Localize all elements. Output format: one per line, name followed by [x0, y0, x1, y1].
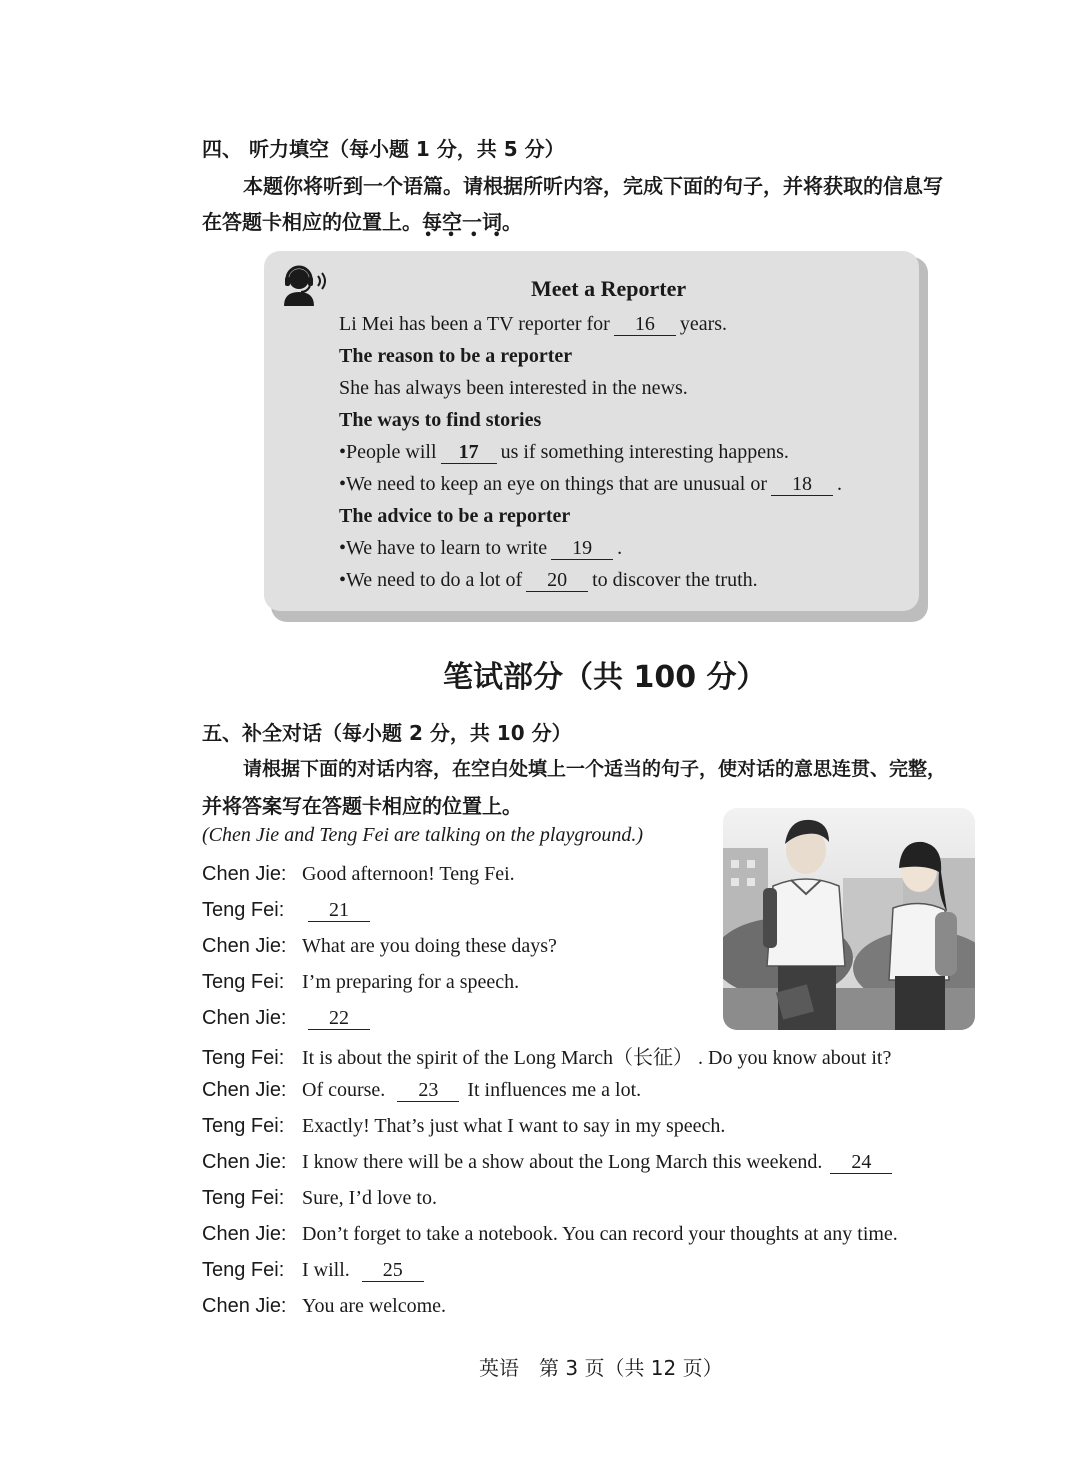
speaker-label: Chen Jie:	[202, 1007, 287, 1029]
utterance: You are welcome.	[302, 1295, 447, 1317]
speaker-label: Chen Jie:	[202, 935, 287, 957]
line-text: to discover the truth.	[592, 569, 758, 591]
line-text: Li Mei has been a TV reporter for	[339, 313, 610, 335]
answer-blank-23[interactable]: 23	[397, 1079, 459, 1102]
dialogue-line-8	[202, 1113, 725, 1138]
dialogue-line-4	[202, 969, 519, 994]
line-text: •We have to learn to write	[339, 537, 548, 559]
card-heading-advice	[339, 505, 570, 528]
heading-text: The reason to be a reporter	[339, 345, 573, 367]
instruction-prefix: 在答题卡相应的位置上。	[202, 210, 422, 234]
speaker-label: Teng Fei:	[202, 1047, 285, 1069]
dialogue-line-1	[202, 861, 515, 886]
speaker-label: Teng Fei:	[202, 899, 285, 921]
utterance: Don’t forget to take a notebook. You can record your thoughts at any time.	[302, 1223, 898, 1245]
card-line-16	[339, 313, 727, 336]
line-text: years.	[679, 313, 728, 335]
line-text: •We need to keep an eye on things that are unusual or	[339, 473, 768, 495]
speaker-label: Chen Jie:	[202, 1295, 287, 1317]
students-illustration	[723, 808, 975, 1030]
answer-blank-16[interactable]: 16	[614, 313, 676, 336]
instruction-emphasis: 每空一词 • • • •	[422, 206, 502, 235]
utterance: Exactly! That’s just what I want to say in my speech.	[302, 1115, 726, 1137]
utterance: I will.	[302, 1259, 350, 1281]
card-heading-reason	[339, 345, 572, 368]
section-4-heading: 四、 听力填空（每小题 1 分，共 5 分）	[202, 137, 565, 161]
card-title: Meet a Reporter	[531, 276, 687, 301]
card-line-20	[339, 569, 758, 592]
card-line-17	[339, 441, 789, 464]
line-text: .	[837, 473, 843, 495]
heading-text: The ways to find stories	[339, 409, 542, 431]
headset-speaker-icon	[281, 264, 331, 308]
card-line-reason: She has always been interested in the news.	[339, 377, 688, 399]
scene-note: (Chen Jie and Teng Fei are talking on the playground.)	[202, 824, 644, 846]
dialogue-line-12	[202, 1257, 428, 1282]
answer-blank-25[interactable]: 25	[362, 1259, 424, 1282]
instruction-suffix: 。	[502, 210, 522, 234]
speaker-label: Chen Jie:	[202, 1079, 287, 1101]
answer-blank-24[interactable]: 24	[830, 1151, 892, 1174]
speaker-label: Teng Fei:	[202, 1187, 285, 1209]
dialogue-line-3	[202, 933, 557, 958]
utterance: It is about the spirit of the Long March（长征） . Do you know about it?	[302, 1047, 892, 1069]
answer-blank-18[interactable]: 18	[771, 473, 833, 496]
utterance: Of course.	[302, 1079, 386, 1101]
card-line-19	[339, 537, 622, 560]
answer-blank-19[interactable]: 19	[551, 537, 613, 560]
answer-blank-21[interactable]: 21	[308, 899, 370, 922]
section-5-instruction-line1: 请根据下面的对话内容，在空白处填上一个适当的句子，使对话的意思连贯、完整，	[243, 758, 947, 780]
line-text: .	[617, 537, 623, 559]
speaker-label: Teng Fei:	[202, 971, 285, 993]
answer-blank-20[interactable]: 20	[526, 569, 588, 592]
utterance: Good afternoon! Teng Fei.	[302, 863, 515, 885]
speaker-label: Chen Jie:	[202, 1151, 287, 1173]
speaker-label: Teng Fei:	[202, 1115, 285, 1137]
dialogue-line-2	[202, 897, 374, 922]
card-heading-ways	[339, 409, 541, 432]
dialogue-line-6	[202, 1041, 891, 1070]
section-4-instruction-line1: 本题你将听到一个语篇。请根据所听内容，完成下面的句子，并将获取的信息写	[243, 174, 943, 198]
written-part-title: 笔试部分（共 100 分）	[443, 660, 767, 695]
dialogue-line-13	[202, 1293, 446, 1318]
heading-text: The advice to be a reporter	[339, 505, 571, 527]
answer-blank-17[interactable]: 17	[441, 441, 497, 464]
speaker-label: Chen Jie:	[202, 863, 287, 885]
dialogue-line-5	[202, 1005, 374, 1030]
utterance: It influences me a lot.	[467, 1079, 642, 1101]
section-5-instruction-line2: 并将答案写在答题卡相应的位置上。	[202, 794, 522, 818]
answer-blank-22[interactable]: 22	[308, 1007, 370, 1030]
speaker-label: Teng Fei:	[202, 1259, 285, 1281]
utterance: I know there will be a show about the Long March this weekend.	[302, 1151, 823, 1173]
card-line-18	[339, 473, 842, 496]
utterance: Sure, I’d love to.	[302, 1187, 437, 1209]
dialogue-line-9	[202, 1149, 896, 1174]
section-5-heading: 五、补全对话（每小题 2 分，共 10 分）	[202, 721, 572, 745]
line-text: •People will	[339, 441, 437, 463]
dialogue-line-7	[202, 1077, 641, 1102]
line-text: us if something interesting happens.	[500, 441, 789, 463]
speaker-label: Chen Jie:	[202, 1223, 287, 1245]
page-footer: 英语 第 3 页（共 12 页）	[479, 1356, 723, 1380]
line-text: •We need to do a lot of	[339, 569, 523, 591]
dialogue-line-10	[202, 1185, 437, 1210]
section-4-instruction-line2	[202, 206, 522, 235]
utterance: I’m preparing for a speech.	[302, 971, 520, 993]
utterance: What are you doing these days?	[302, 935, 557, 957]
dialogue-line-11	[202, 1221, 898, 1246]
